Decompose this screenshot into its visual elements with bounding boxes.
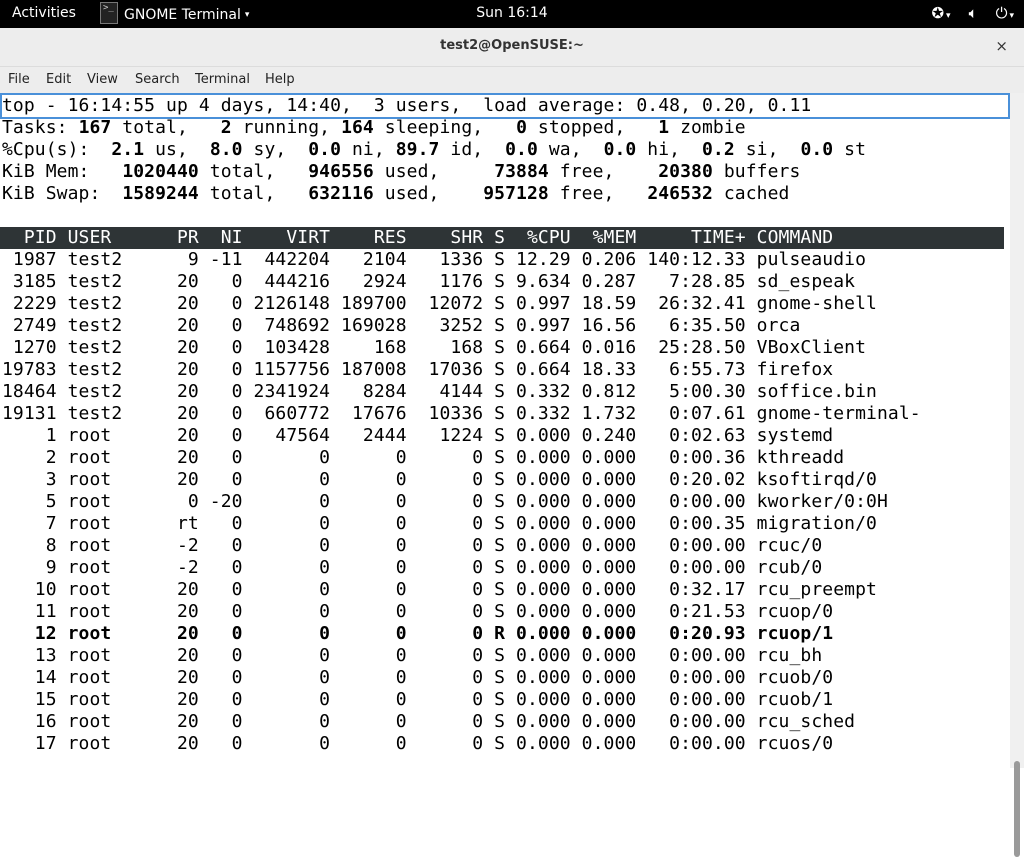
process-row: 2749 test2 20 0 748692 169028 3252 S 0.997 16.56 6:35.50 orca	[2, 315, 801, 336]
menu-bar	[0, 67, 1024, 93]
close-icon[interactable]: ×	[995, 37, 1008, 55]
process-row: 1270 test2 20 0 103428 168 168 S 0.664 0.016 25:28.50 VBoxClient	[2, 337, 867, 358]
scrollbar[interactable]	[1010, 93, 1024, 768]
app-menu[interactable]	[100, 5, 249, 24]
scrollbar-thumb[interactable]	[1014, 761, 1020, 857]
process-row: 1 root 20 0 47564 2444 1224 S 0.000 0.240 0:02.63 systemd	[2, 425, 834, 446]
terminal-icon: >_	[100, 2, 118, 24]
chevron-down-icon: ▾	[244, 9, 250, 20]
process-row: 9 root -2 0 0 0 0 S 0.000 0.000 0:00.00 rcub/0	[2, 557, 823, 578]
mem-line: KiB Mem: 1020440 total, 946556 used, 73884 free, 20380 buffers	[2, 161, 801, 182]
process-row: 7 root rt 0 0 0 0 S 0.000 0.000 0:00.35 migration/0	[2, 513, 877, 534]
process-row: 17 root 20 0 0 0 0 S 0.000 0.000 0:00.00 rcuos/0	[2, 733, 834, 754]
menu-view[interactable]: View	[87, 72, 118, 87]
swap-line: KiB Swap: 1589244 total, 632116 used, 957128 free, 246532 cached	[2, 183, 790, 204]
process-row: 3185 test2 20 0 444216 2924 1176 S 9.634 0.287 7:28.85 sd_espeak	[2, 271, 856, 292]
process-row: 2 root 20 0 0 0 0 S 0.000 0.000 0:00.36 kthreadd	[2, 447, 845, 468]
top-uptime-line: top - 16:14:55 up 4 days, 14:40, 3 users, load average: 0.48, 0.20, 0.11	[2, 95, 1008, 117]
process-row: 1987 test2 9 -11 442204 2104 1336 S 12.29 0.206 140:12.33 pulseaudio	[2, 249, 867, 270]
app-menu-label: GNOME Terminal	[124, 6, 241, 23]
process-table-header: PID USER PR NI VIRT RES SHR S %CPU %MEM TIME+ COMMAND	[0, 227, 1004, 249]
process-row: 12 root 20 0 0 0 0 R 0.000 0.000 0:20.93 rcuop/1	[2, 623, 834, 644]
volume-icon[interactable]: 🔈︎	[968, 4, 978, 22]
process-row: 10 root 20 0 0 0 0 S 0.000 0.000 0:32.17 rcu_preempt	[2, 579, 877, 600]
terminal-area[interactable]	[0, 93, 1010, 768]
accessibility-icon[interactable]: ✪ ▾	[931, 4, 951, 22]
window-titlebar	[0, 28, 1024, 67]
power-icon[interactable]: ⏻ ▾	[995, 4, 1014, 22]
menu-help[interactable]: Help	[265, 72, 295, 87]
process-row: 13 root 20 0 0 0 0 S 0.000 0.000 0:00.00 rcu_bh	[2, 645, 823, 666]
process-row: 11 root 20 0 0 0 0 S 0.000 0.000 0:21.53 rcuop/0	[2, 601, 834, 622]
menu-edit[interactable]: Edit	[46, 72, 72, 87]
menu-search[interactable]: Search	[135, 72, 180, 87]
process-row: 15 root 20 0 0 0 0 S 0.000 0.000 0:00.00 rcuob/1	[2, 689, 834, 710]
process-row: 8 root -2 0 0 0 0 S 0.000 0.000 0:00.00 rcuc/0	[2, 535, 823, 556]
clock[interactable]: Sun 16:14	[476, 5, 548, 21]
process-row: 19131 test2 20 0 660772 17676 10336 S 0.332 1.732 0:07.61 gnome-terminal-	[2, 403, 921, 424]
process-row: 5 root 0 -20 0 0 0 S 0.000 0.000 0:00.00 kworker/0:0H	[2, 491, 888, 512]
process-row: 16 root 20 0 0 0 0 S 0.000 0.000 0:00.00 rcu_sched	[2, 711, 856, 732]
gnome-top-bar	[0, 0, 1024, 28]
menu-terminal[interactable]: Terminal	[195, 72, 250, 87]
menu-file[interactable]: File	[8, 72, 30, 87]
activities-button[interactable]: Activities	[12, 5, 76, 21]
window-title: test2@OpenSUSE:~	[440, 38, 584, 53]
process-row: 2229 test2 20 0 2126148 189700 12072 S 0.997 18.59 26:32.41 gnome-shell	[2, 293, 877, 314]
process-row: 3 root 20 0 0 0 0 S 0.000 0.000 0:20.02 ksoftirqd/0	[2, 469, 877, 490]
process-row: 18464 test2 20 0 2341924 8284 4144 S 0.332 0.812 5:00.30 soffice.bin	[2, 381, 877, 402]
process-row: 14 root 20 0 0 0 0 S 0.000 0.000 0:00.00 rcuob/0	[2, 667, 834, 688]
system-tray	[931, 4, 1014, 22]
cpu-line: %Cpu(s): 2.1 us, 8.0 sy, 0.0 ni, 89.7 id, 0.0 wa, 0.0 hi, 0.2 si, 0.0 st	[2, 139, 867, 160]
tasks-line: Tasks: 167 total, 2 running, 164 sleeping, 0 stopped, 1 zombie	[2, 117, 746, 138]
process-row: 19783 test2 20 0 1157756 187008 17036 S 0.664 18.33 6:55.73 firefox	[2, 359, 834, 380]
